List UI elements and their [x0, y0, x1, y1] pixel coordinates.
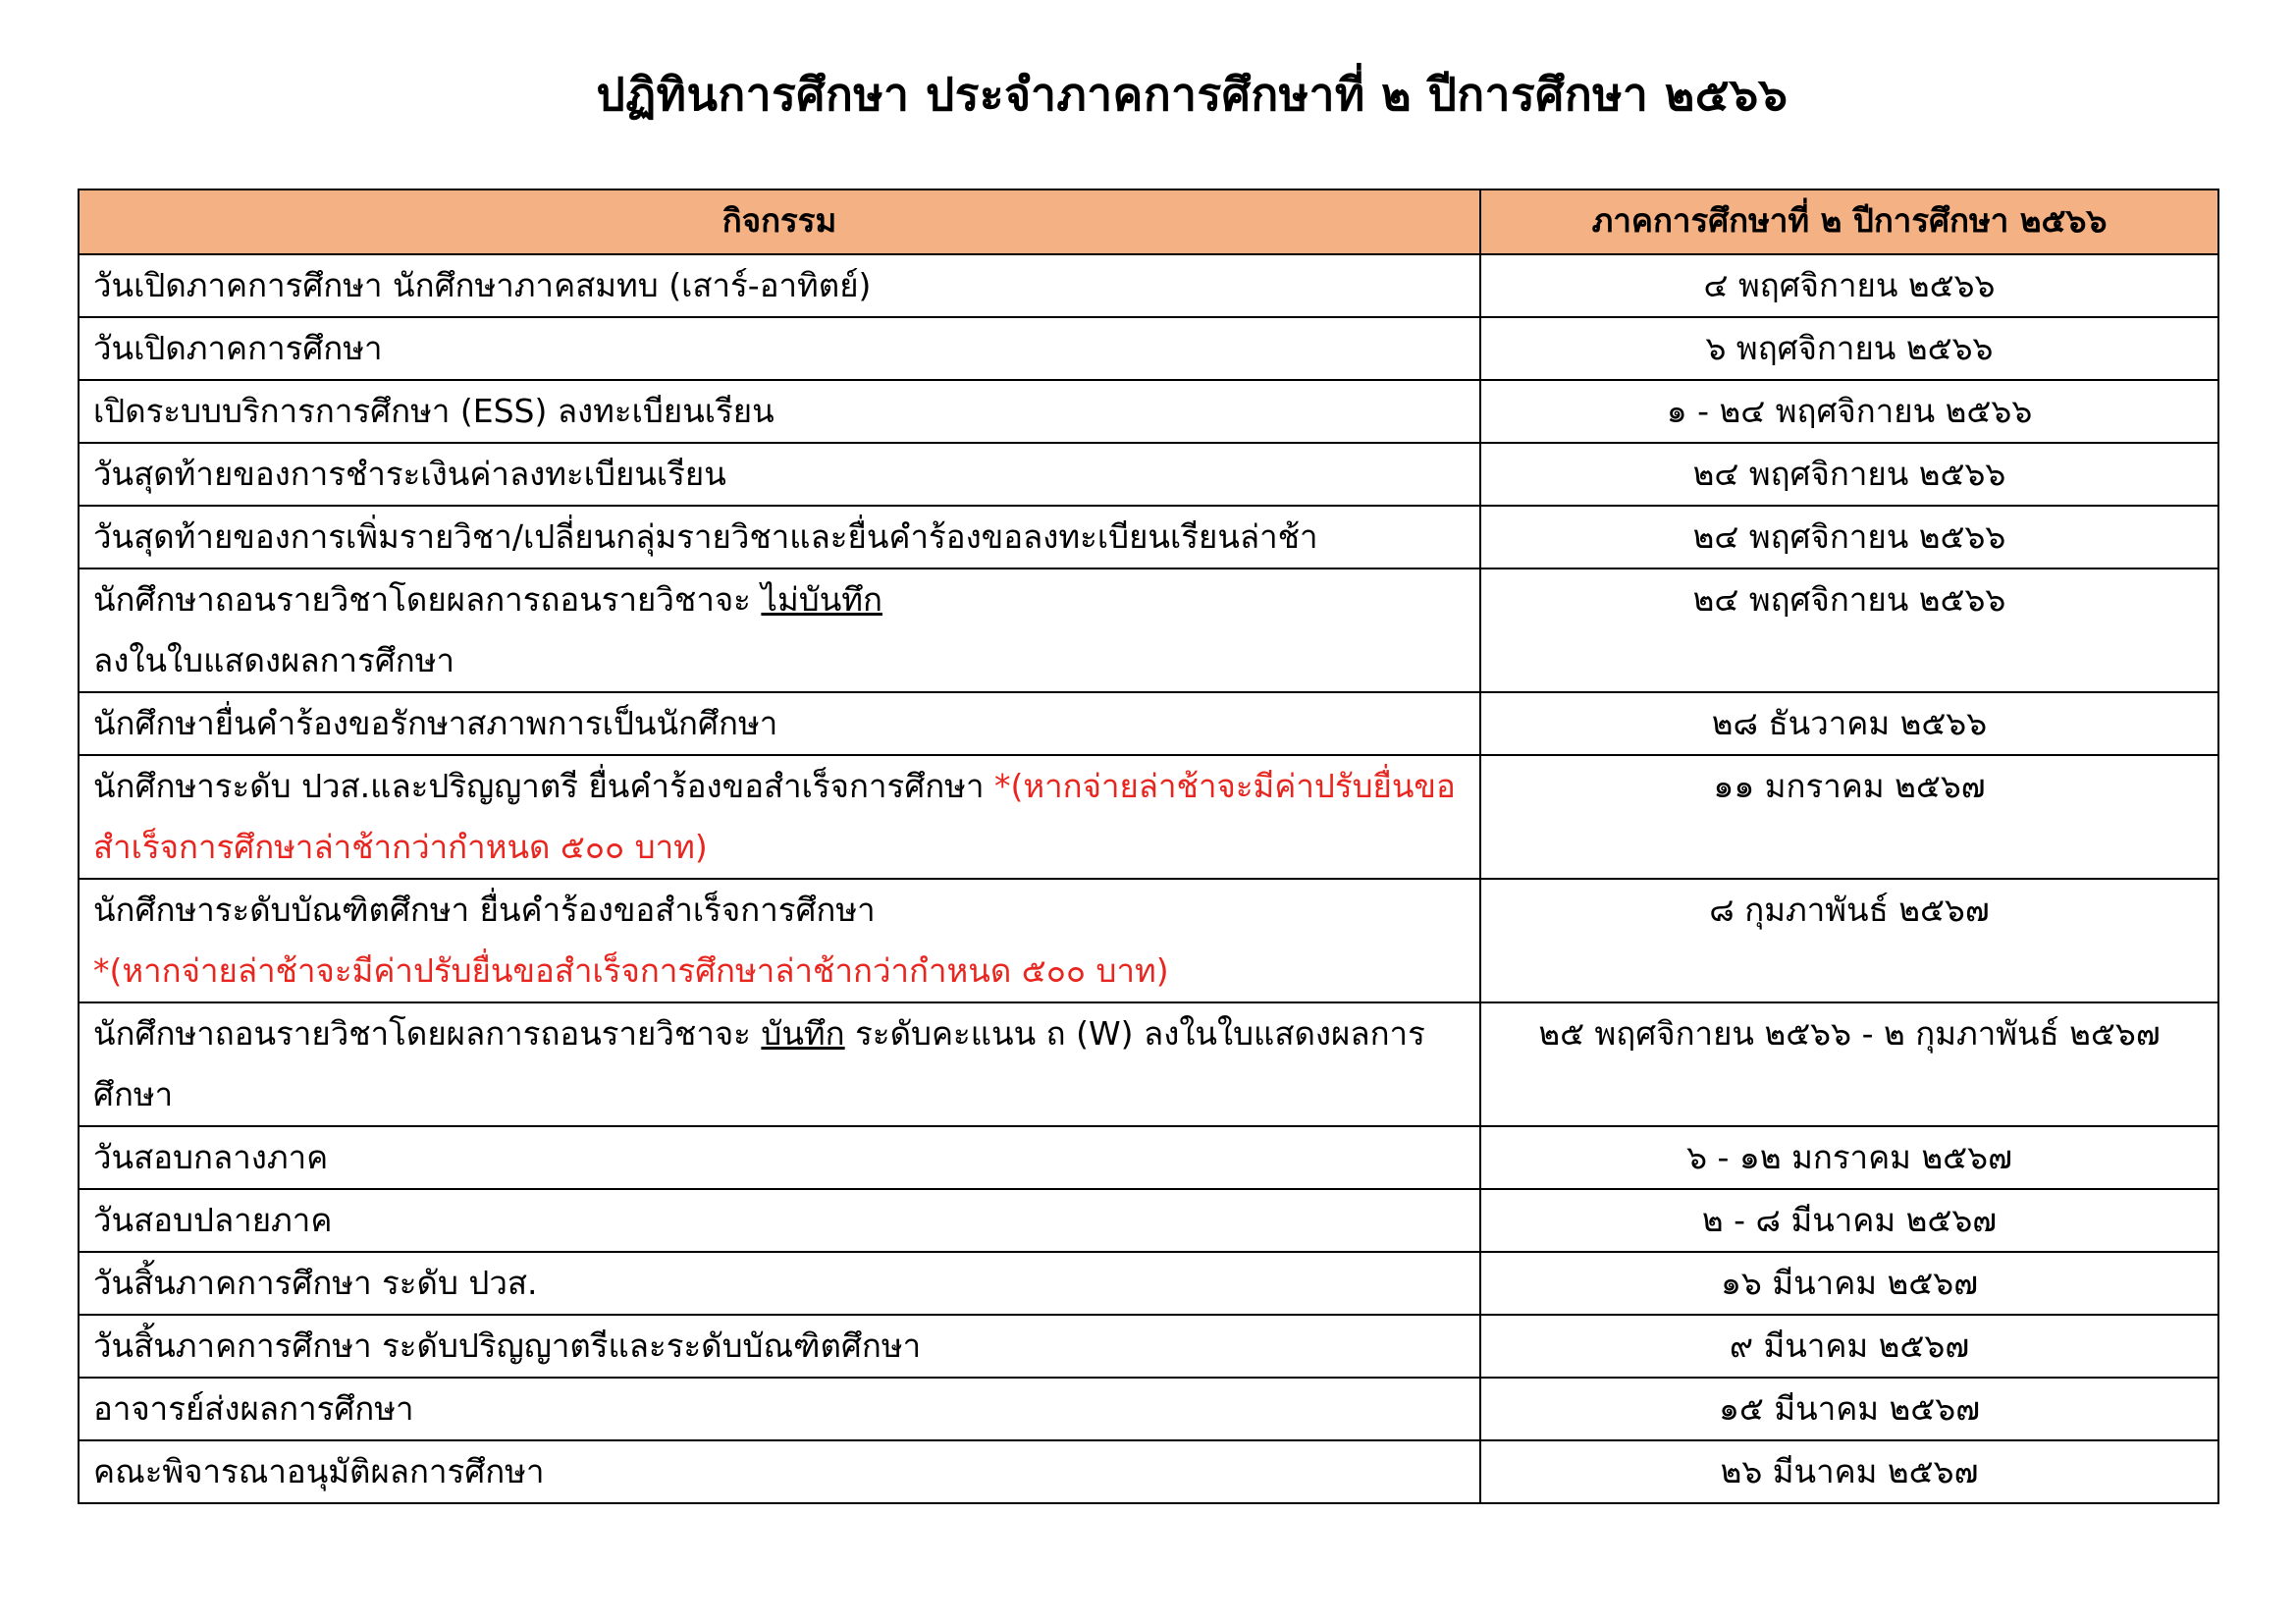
- activity-cell: วันสอบปลายภาค: [79, 1189, 1480, 1252]
- table-row: [79, 1002, 2218, 1126]
- activity-cell: คณะพิจารณาอนุมัติผลการศึกษา: [79, 1440, 1480, 1503]
- activity-text-continued: ระดับคะแนน ถ (W) ลงในใบแสดงผลการศึกษา: [93, 1014, 1425, 1113]
- date-cell: ๒๕ พฤศจิกายน ๒๕๖๖ - ๒ กุมภาพันธ์ ๒๕๖๗: [1480, 1002, 2218, 1126]
- date-cell: ๒ - ๘ มีนาคม ๒๕๖๗: [1480, 1189, 2218, 1252]
- activity-text: นักศึกษาระดับบัณฑิตศึกษา ยื่นคำร้องขอสำเร็จการศึกษา: [93, 891, 876, 929]
- table-header-row: [79, 189, 2218, 254]
- activity-cell: [79, 568, 1480, 692]
- page-title: ปฏิทินการศึกษา ประจำภาคการศึกษาที่ ๒ ปีการศึกษา ๒๕๖๖: [596, 68, 1789, 121]
- activity-text: นักศึกษาถอนรายวิชาโดยผลการถอนรายวิชาจะ: [93, 580, 762, 619]
- date-cell: ๔ พฤศจิกายน ๒๕๖๖: [1480, 254, 2218, 317]
- activity-cell: วันสุดท้ายของการเพิ่มรายวิชา/เปลี่ยนกลุ่มรายวิชาและยื่นคำร้องขอลงทะเบียนเรียนล่าช้า: [79, 506, 1480, 568]
- date-cell: ๒๖ มีนาคม ๒๕๖๗: [1480, 1440, 2218, 1503]
- table-row: [79, 443, 2218, 506]
- table-row: [79, 1126, 2218, 1189]
- table-row: [79, 1378, 2218, 1440]
- activity-text: นักศึกษาถอนรายวิชาโดยผลการถอนรายวิชาจะ: [93, 1014, 762, 1053]
- activity-cell: วันสุดท้ายของการชำระเงินค่าลงทะเบียนเรียน: [79, 443, 1480, 506]
- table-row: [79, 317, 2218, 380]
- activity-cell: วันสอบกลางภาค: [79, 1126, 1480, 1189]
- date-cell: ๒๔ พฤศจิกายน ๒๕๖๖: [1480, 568, 2218, 692]
- activity-cell: [79, 879, 1480, 1002]
- date-cell: ๒๘ ธันวาคม ๒๕๖๖: [1480, 692, 2218, 755]
- underlined-keyword: ไม่บันทึก: [761, 580, 882, 619]
- date-cell: ๒๔ พฤศจิกายน ๒๕๖๖: [1480, 506, 2218, 568]
- activity-cell: วันเปิดภาคการศึกษา: [79, 317, 1480, 380]
- table-row: [79, 506, 2218, 568]
- date-cell: ๑ - ๒๔ พฤศจิกายน ๒๕๖๖: [1480, 380, 2218, 443]
- table-row: [79, 380, 2218, 443]
- activity-cell: อาจารย์ส่งผลการศึกษา: [79, 1378, 1480, 1440]
- table-row: [79, 254, 2218, 317]
- table-row: [79, 692, 2218, 755]
- activity-text: นักศึกษาระดับ ปวส.และปริญญาตรี ยื่นคำร้องขอสำเร็จการศึกษา: [93, 767, 994, 805]
- table-row: [79, 879, 2218, 1002]
- activity-cell: วันเปิดภาคการศึกษา นักศึกษาภาคสมทบ (เสาร์-อาทิตย์): [79, 254, 1480, 317]
- date-cell: ๑๖ มีนาคม ๒๕๖๗: [1480, 1252, 2218, 1315]
- activity-cell: เปิดระบบบริการการศึกษา (ESS) ลงทะเบียนเรียน: [79, 380, 1480, 443]
- date-cell: ๙ มีนาคม ๒๕๖๗: [1480, 1315, 2218, 1378]
- activity-cell: วันสิ้นภาคการศึกษา ระดับ ปวส.: [79, 1252, 1480, 1315]
- date-cell: ๘ กุมภาพันธ์ ๒๕๖๗: [1480, 879, 2218, 1002]
- date-cell: ๖ - ๑๒ มกราคม ๒๕๖๗: [1480, 1126, 2218, 1189]
- table-row: [79, 755, 2218, 879]
- table-row: [79, 1315, 2218, 1378]
- late-fee-note: *(หากจ่ายล่าช้าจะมีค่าปรับยื่นขอสำเร็จการศึกษาล่าช้ากว่ากำหนด ๕๐๐ บาท): [93, 951, 1169, 990]
- table-row: [79, 1189, 2218, 1252]
- column-header-semester: ภาคการศึกษาที่ ๒ ปีการศึกษา ๒๕๖๖: [1480, 189, 2218, 254]
- activity-cell: [79, 755, 1480, 879]
- late-fee-note: *(หากจ่ายล่าช้าจะมีค่าปรับยื่นขอสำเร็จการศึกษาล่าช้ากว่ากำหนด ๕๐๐ บาท): [93, 767, 1456, 866]
- activity-cell: [79, 1002, 1480, 1126]
- academic-calendar-table: [78, 189, 2219, 1504]
- table-row: [79, 1440, 2218, 1503]
- date-cell: ๒๔ พฤศจิกายน ๒๕๖๖: [1480, 443, 2218, 506]
- activity-cell: นักศึกษายื่นคำร้องขอรักษาสภาพการเป็นนักศึกษา: [79, 692, 1480, 755]
- table-row: [79, 1252, 2218, 1315]
- activity-text-continued: ลงในใบแสดงผลการศึกษา: [93, 641, 455, 679]
- activity-cell: วันสิ้นภาคการศึกษา ระดับปริญญาตรีและระดับบัณฑิตศึกษา: [79, 1315, 1480, 1378]
- date-cell: ๖ พฤศจิกายน ๒๕๖๖: [1480, 317, 2218, 380]
- underlined-keyword: บันทึก: [761, 1014, 845, 1053]
- table-row: [79, 568, 2218, 692]
- column-header-activity: กิจกรรม: [79, 189, 1480, 254]
- date-cell: ๑๑ มกราคม ๒๕๖๗: [1480, 755, 2218, 879]
- date-cell: ๑๕ มีนาคม ๒๕๖๗: [1480, 1378, 2218, 1440]
